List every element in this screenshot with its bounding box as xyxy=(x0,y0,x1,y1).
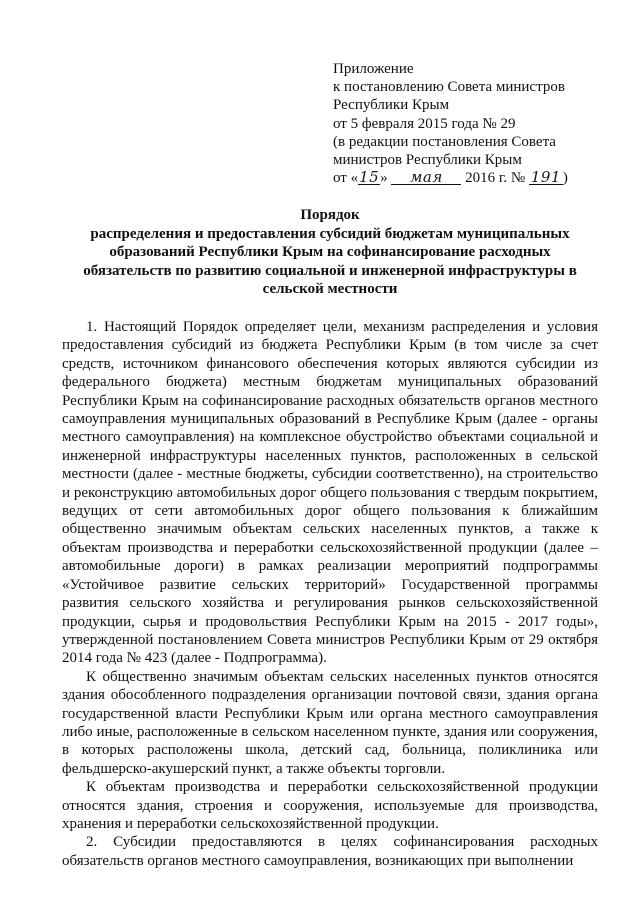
handwritten-month: мая xyxy=(391,170,461,185)
appendix-line: министров Республики Крым xyxy=(333,152,522,169)
handwritten-day: 15 xyxy=(359,168,380,187)
appendix-line: Приложение xyxy=(333,61,414,77)
paragraph: 2. Субсидии предоставляются в целях софинансирования расходных обязательств органов местного самоуправления, возникающих при выполнении xyxy=(62,834,598,869)
document-title xyxy=(60,206,600,299)
appendix-block xyxy=(333,60,623,187)
title-line: распределения и предоставления субсидий бюджетам муниципальных xyxy=(90,225,570,242)
appendix-line: к постановлению Совета министров xyxy=(333,79,565,96)
paragraph: 1. Настоящий Порядок определяет цели, механизм распределения и условия предоставления субсидий из бюджета Республики Крым (в том числе за счет средств, источником финансового обеспечения которых являются субсидии из федерального бюджета) местным бюджетам муниципальных образований Республики Крым на софинансирование расходных обязательств органов местного самоуправления муниципальных образований в Республике Крым (далее - органы местного самоуправления) на комплексное обустройство объектами социальной и инженерной инфраструктуры населенных пунктов, расположенных в сельской местности (далее - местные бюджеты, субсидии соответственно), на строительство и реконструкцию автомобильных дорог общего пользования с твердым покрытием, ведущих от сети автомобильных дорог общего пользования к ближайшим общественно значимым объектам сельских населенных пунктов, а также к объектам производства и переработки сельскохозяйственной продукции (далее – автомобильные дороги) в рамках реализации мероприятий подпрограммы «Устойчивое развитие сельских территорий» Государственной программы развития сельского хозяйства и регулирования рынков сельскохозяйственной продукции, сырья и продовольствия Республики Крым на 2015 - 2017 годы», утвержденной постановлением Совета министров Республики Крым от 29 октября 2014 года № 423 (далее - Подпрограмма). xyxy=(62,319,598,667)
title-line: сельской местности xyxy=(262,281,398,297)
paragraph: К объектам производства и переработки сельскохозяйственной продукции относятся здания, строения и сооружения, используемые для производства, хранения и переработки сельскохозяйственной продукции. xyxy=(62,779,598,832)
date-year: 2016 г. № xyxy=(461,170,526,187)
paragraph: К общественно значимым объектам сельских населенных пунктов относятся здания обособленного подразделения организации почтовой связи, здания органа государственной власти Республики Крым или органа местного самоуправления либо иные, расположенные в сельском населенном пункте, здания или сооружения, в которых расположены школа, детский сад, больница, поликлиника или фельдшерско-акушерский пункт, а также объекты торговли. xyxy=(62,668,598,777)
appendix-line: от 5 февраля 2015 года № 29 xyxy=(333,115,516,132)
close-paren: ) xyxy=(562,170,568,187)
appendix-line: Республики Крым xyxy=(333,97,450,114)
date-quote: » xyxy=(380,170,388,187)
appendix-date-line xyxy=(333,169,623,187)
title-line: образований Республики Крым на софинансирование расходных xyxy=(109,244,551,260)
handwritten-number: 191 xyxy=(530,168,561,187)
appendix-line: (в редакции постановления Совета xyxy=(333,133,556,150)
title-line: обязательств по развитию социальной и инженерной инфраструктуры в xyxy=(83,262,577,279)
title-line: Порядок xyxy=(300,207,360,223)
date-prefix: от « xyxy=(333,170,359,187)
document-body xyxy=(62,318,598,870)
